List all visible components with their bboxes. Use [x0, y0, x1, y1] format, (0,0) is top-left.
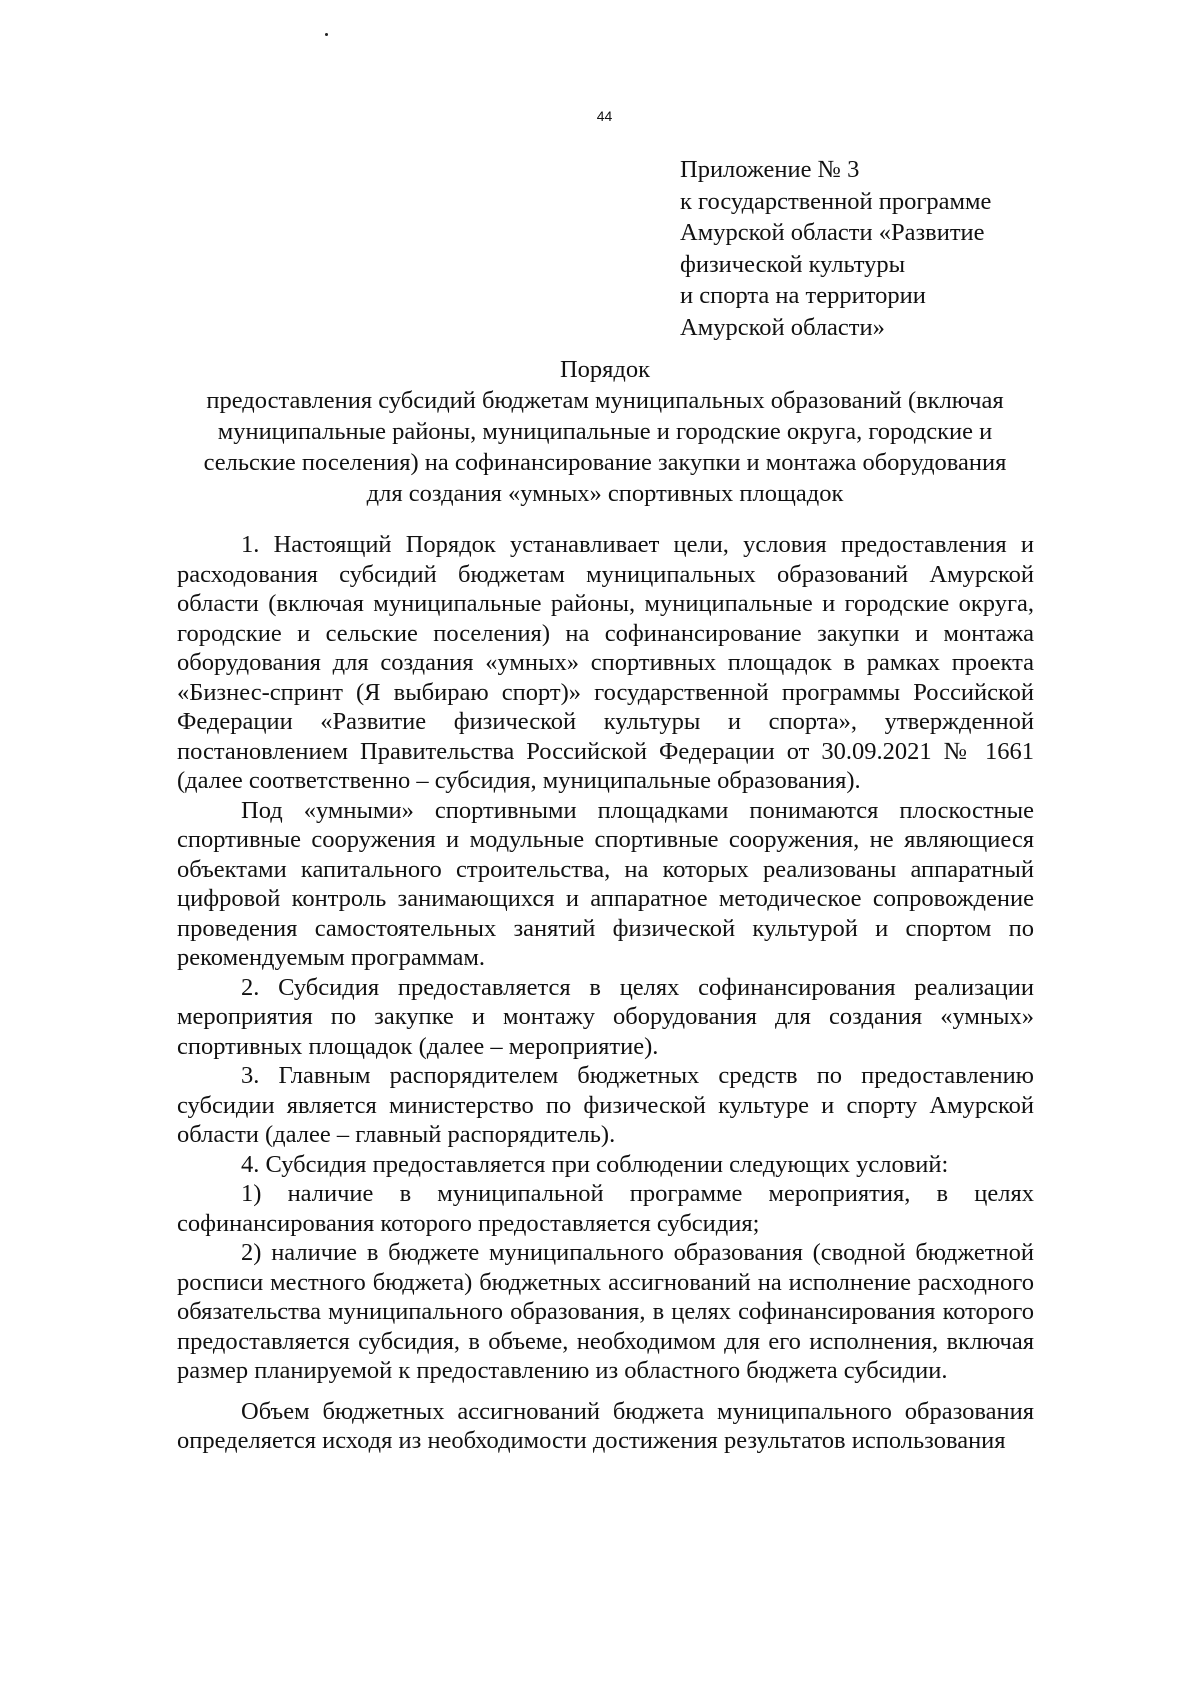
- appendix-line: Приложение № 3: [680, 156, 860, 183]
- page-number: 44: [596, 108, 613, 124]
- paragraph-4: 4. Субсидия предоставляется при соблюдении следующих условий:: [241, 1150, 949, 1178]
- paragraph-4-1: 1) наличие в муниципальной программе мероприятия, в целях софинансирования которого предоставляется субсидия;: [177, 1180, 1034, 1237]
- appendix-line: Амурской области «Развитие: [680, 219, 985, 246]
- paragraph-3: 3. Главным распорядителем бюджетных средств по предоставлению субсидии является министерство по физической культуре и спорту Амурской области (далее – главный распорядитель).: [177, 1062, 1034, 1148]
- document-body: [177, 530, 1034, 1456]
- document-title: [150, 354, 1060, 509]
- title-line: для создания «умных» спортивных площадок: [366, 480, 844, 507]
- appendix-line: и спорта на территории: [680, 282, 926, 309]
- paragraph-smart-grounds: Под «умными» спортивными площадками понимаются плоскостные спортивные сооружения и модульные спортивные сооружения, не являющиеся объектами капитального строительства, на которых реализованы аппаратный цифровой контроль занимающихся и аппаратное методическое сопровождение проведения самостоятельных занятий физической культурой и спортом по рекомендуемым программам.: [177, 796, 1034, 971]
- paragraph-1: 1. Настоящий Порядок устанавливает цели, условия предоставления и расходования субсидий бюджетам муниципальных образований Амурской области (включая муниципальные районы, муниципальные и городские округа, городские и сельские поселения) на софинансирование закупки и монтажа оборудования для создания «умных» спортивных площадок в рамках проекта «Бизнес-спринт (Я выбираю спорт)» государственной программы Российской Федерации «Развитие физической культуры и спорта», утвержденной постановлением Правительства Российской Федерации от 30.09.2021 № 1661 (далее соответственно – субсидия, муниципальные образования).: [177, 531, 1034, 794]
- title-line: муниципальные районы, муниципальные и городские округа, городские и: [217, 418, 993, 445]
- paragraph-2: 2. Субсидия предоставляется в целях софинансирования реализации мероприятия по закупке и монтажу оборудования для создания «умных» спортивных площадок (далее – мероприятие).: [177, 973, 1034, 1060]
- title-heading: Порядок: [559, 356, 651, 383]
- appendix-line: физической культуры: [680, 250, 906, 278]
- scan-speck: [325, 33, 328, 36]
- appendix-line: к государственной программе: [680, 187, 992, 215]
- title-line: предоставления субсидий бюджетам муниципальных образований (включая: [206, 387, 1004, 414]
- title-line: сельские поселения) на софинансирование закупки и монтажа оборудования: [203, 449, 1007, 476]
- paragraph-4-2: 2) наличие в бюджете муниципального образования (сводной бюджетной росписи местного бюджета) бюджетных ассигнований на исполнение расходного обязательства муниципального образования, в целях софинансирования которого предоставляется субсидия, в объеме, необходимом для его исполнения, включая размер планируемой к предоставлению из областного бюджета субсидии.: [177, 1239, 1034, 1384]
- paragraph-budget-volume: Объем бюджетных ассигнований бюджета муниципального образования определяется исходя из необходимости достижения результатов использования: [177, 1397, 1034, 1454]
- appendix-line: Амурской области»: [680, 313, 885, 341]
- appendix-header: [680, 154, 991, 343]
